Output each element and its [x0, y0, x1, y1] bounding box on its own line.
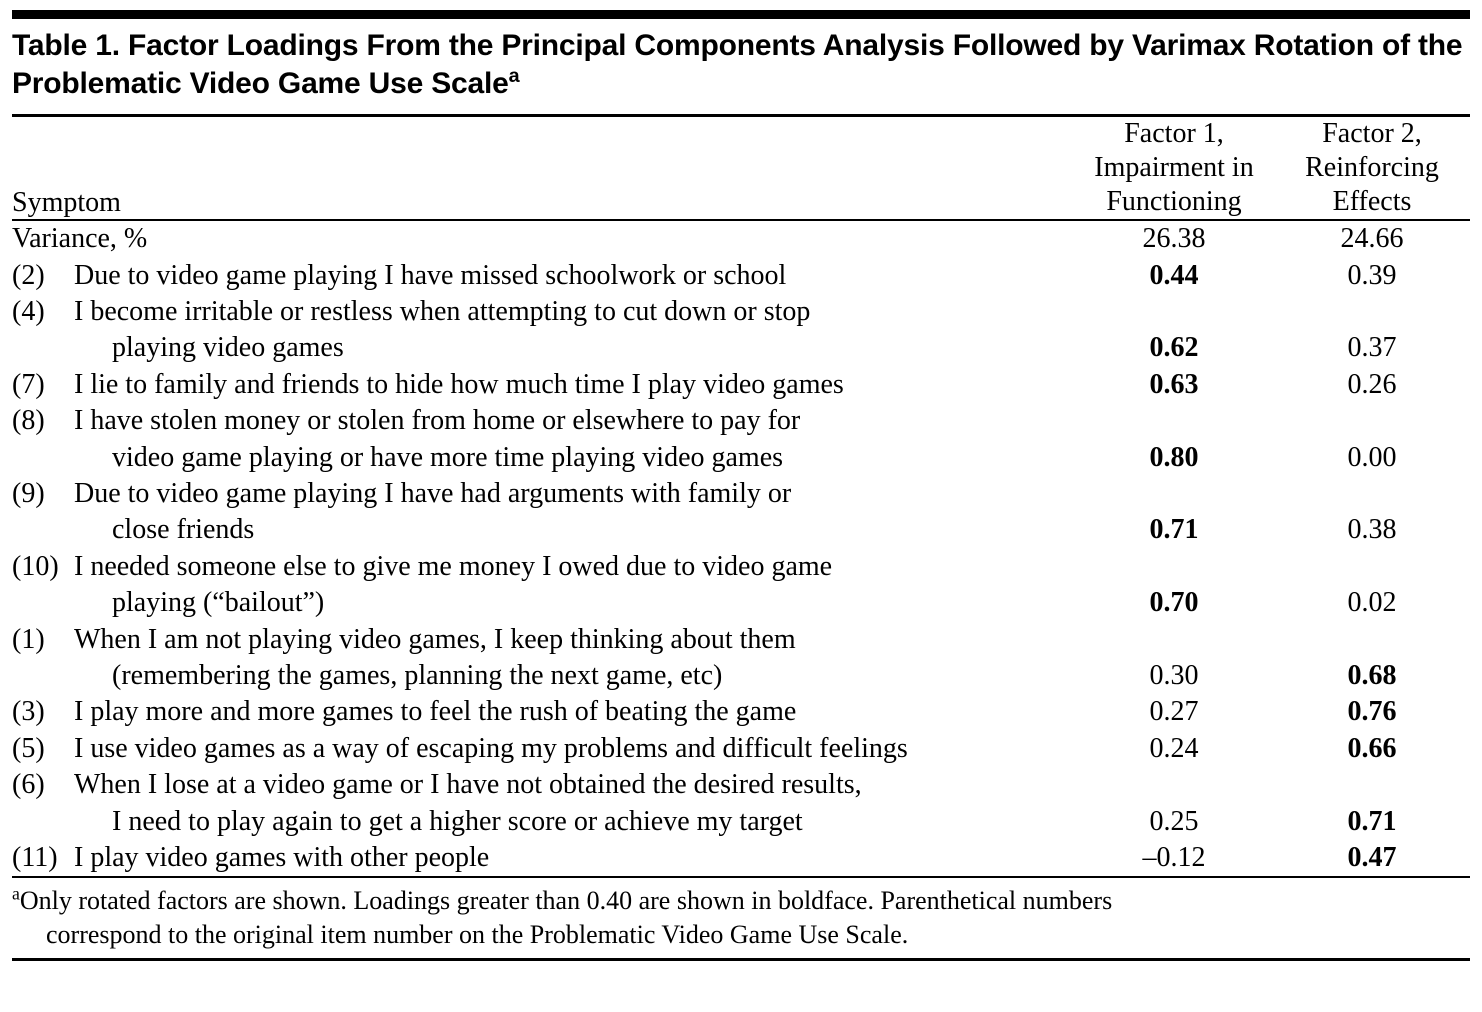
item-text-line1: I have stolen money or stolen from home or elsewhere to pay for	[74, 405, 801, 437]
factor1-loading: 0.27	[1149, 696, 1199, 728]
item-text	[74, 367, 1074, 403]
table-row	[12, 476, 1470, 549]
symptom-cell	[12, 622, 1074, 695]
table-bottom-rule	[12, 958, 1470, 961]
symptom-cell	[12, 840, 1074, 876]
factor1-loading: 0.62	[1149, 332, 1199, 364]
item-text-line1: When I am not playing video games, I keep thinking about them	[74, 623, 796, 655]
symptom-cell	[12, 731, 1074, 767]
item-text-continued: playing video games	[112, 332, 344, 364]
table-footnote	[12, 878, 1470, 958]
item-text	[74, 294, 1074, 367]
table-row-variance	[12, 221, 1470, 257]
column-header-factor1-line3: Functioning	[1106, 186, 1242, 218]
column-header-factor2-line3: Effects	[1332, 186, 1412, 218]
factor1-loading: 0.25	[1149, 805, 1199, 837]
table-title-text: Table 1. Factor Loadings From the Principal Components Analysis Followed by Varimax Rotation of the Problematic Video Game Use Scale	[12, 29, 1463, 101]
factor2-loading: 0.02	[1347, 587, 1397, 619]
item-text	[74, 840, 1074, 876]
factor1-loading: –0.12	[1142, 841, 1206, 873]
symptom-cell	[12, 367, 1074, 403]
symptom-cell	[12, 403, 1074, 476]
item-text	[74, 622, 1074, 695]
footnote-marker: a	[12, 883, 20, 904]
factor-loadings-table	[12, 117, 1470, 219]
factor2-loading: 0.47	[1347, 841, 1397, 873]
factor2-loading: 0.00	[1347, 441, 1397, 473]
factor2-loading: 0.26	[1347, 368, 1397, 400]
factor2-loading: 0.38	[1347, 514, 1397, 546]
item-text-line1: I play more and more games to feel the rush of beating the game	[74, 696, 797, 728]
item-text	[74, 403, 1074, 476]
column-header-symptom: Symptom	[12, 187, 121, 219]
item-text-continued: close friends	[112, 514, 255, 546]
item-text	[74, 731, 1074, 767]
column-header-factor1-line2: Impairment in	[1094, 151, 1254, 183]
item-number: (9)	[12, 477, 45, 509]
item-text-line1: I play video games with other people	[74, 841, 490, 873]
symptom-cell	[12, 258, 1074, 294]
factor1-loading: 0.30	[1149, 659, 1199, 691]
item-number: (3)	[12, 696, 45, 728]
column-header-factor2-line2: Reinforcing	[1305, 151, 1439, 183]
item-text	[74, 767, 1074, 840]
footnote-line1: Only rotated factors are shown. Loadings greater than 0.40 are shown in boldface. Parenthetical numbers	[19, 886, 1113, 916]
variance-factor2: 24.66	[1340, 223, 1404, 255]
item-number: (7)	[12, 368, 45, 400]
item-text-line1: I lie to family and friends to hide how much time I play video games	[74, 368, 844, 400]
symptom-cell	[12, 476, 1074, 549]
item-number: (8)	[12, 405, 45, 437]
item-text-continued: (remembering the games, planning the next game, etc)	[112, 659, 723, 691]
item-text-line1: When I lose at a video game or I have not obtained the desired results,	[74, 769, 862, 801]
symptom-cell	[12, 694, 1074, 730]
factor2-loading: 0.66	[1347, 732, 1397, 764]
item-number: (1)	[12, 623, 45, 655]
table-top-rule	[12, 10, 1470, 19]
column-header-factor1-line1: Factor 1,	[1124, 117, 1224, 149]
item-text-line1: I use video games as a way of escaping my problems and difficult feelings	[74, 732, 908, 764]
item-text	[74, 549, 1074, 622]
item-number: (4)	[12, 296, 45, 328]
factor2-loading: 0.39	[1347, 259, 1397, 291]
table-row	[12, 367, 1470, 403]
factor-loadings-body-table	[12, 221, 1470, 876]
table-row	[12, 767, 1470, 840]
table-row	[12, 622, 1470, 695]
factor1-loading: 0.71	[1149, 514, 1199, 546]
item-text-line1: I become irritable or restless when attempting to cut down or stop	[74, 296, 811, 328]
factor1-loading: 0.80	[1149, 441, 1199, 473]
item-number: (10)	[12, 550, 59, 582]
variance-label: Variance, %	[12, 223, 148, 255]
table-container	[0, 10, 1482, 961]
item-number: (5)	[12, 732, 45, 764]
item-text-line1: Due to video game playing I have had arguments with family or	[74, 477, 792, 509]
factor1-loading: 0.24	[1149, 732, 1199, 764]
table-header-row	[12, 117, 1470, 219]
table-head	[12, 117, 1470, 219]
table-title	[12, 19, 1470, 114]
column-header-factor2	[1274, 117, 1470, 219]
variance-factor1: 26.38	[1142, 223, 1206, 255]
item-text-line1: Due to video game playing I have missed schoolwork or school	[74, 259, 787, 291]
table-row	[12, 731, 1470, 767]
item-text-continued: I need to play again to get a higher score or achieve my target	[112, 805, 803, 837]
table-title-footnote-marker: a	[508, 65, 520, 88]
item-text-line1: I needed someone else to give me money I owed due to video game	[74, 550, 833, 582]
item-number: (2)	[12, 259, 45, 291]
item-text	[74, 476, 1074, 549]
table-row	[12, 840, 1470, 876]
symptom-cell	[12, 294, 1074, 367]
symptom-cell	[12, 767, 1074, 840]
table-row	[12, 294, 1470, 367]
table-row	[12, 694, 1470, 730]
table-body	[12, 221, 1470, 876]
factor1-loading: 0.44	[1149, 259, 1199, 291]
factor2-loading: 0.71	[1347, 805, 1397, 837]
footnote-line2: correspond to the original item number on the Problematic Video Game Use Scale.	[46, 920, 909, 950]
factor2-loading: 0.68	[1347, 659, 1397, 691]
item-text-continued: video game playing or have more time playing video games	[112, 441, 784, 473]
item-text-continued: playing (“bailout”)	[112, 587, 325, 619]
table-row	[12, 403, 1470, 476]
table-row	[12, 549, 1470, 622]
column-header-factor1	[1074, 117, 1274, 219]
table-row	[12, 258, 1470, 294]
factor2-loading: 0.76	[1347, 696, 1397, 728]
column-header-factor2-line1: Factor 2,	[1322, 117, 1422, 149]
symptom-cell	[12, 549, 1074, 622]
item-text	[74, 258, 1074, 294]
factor1-loading: 0.63	[1149, 368, 1199, 400]
item-number: (6)	[12, 769, 45, 801]
item-text	[74, 694, 1074, 730]
factor1-loading: 0.70	[1149, 587, 1199, 619]
item-number: (11)	[12, 841, 58, 873]
factor2-loading: 0.37	[1347, 332, 1397, 364]
